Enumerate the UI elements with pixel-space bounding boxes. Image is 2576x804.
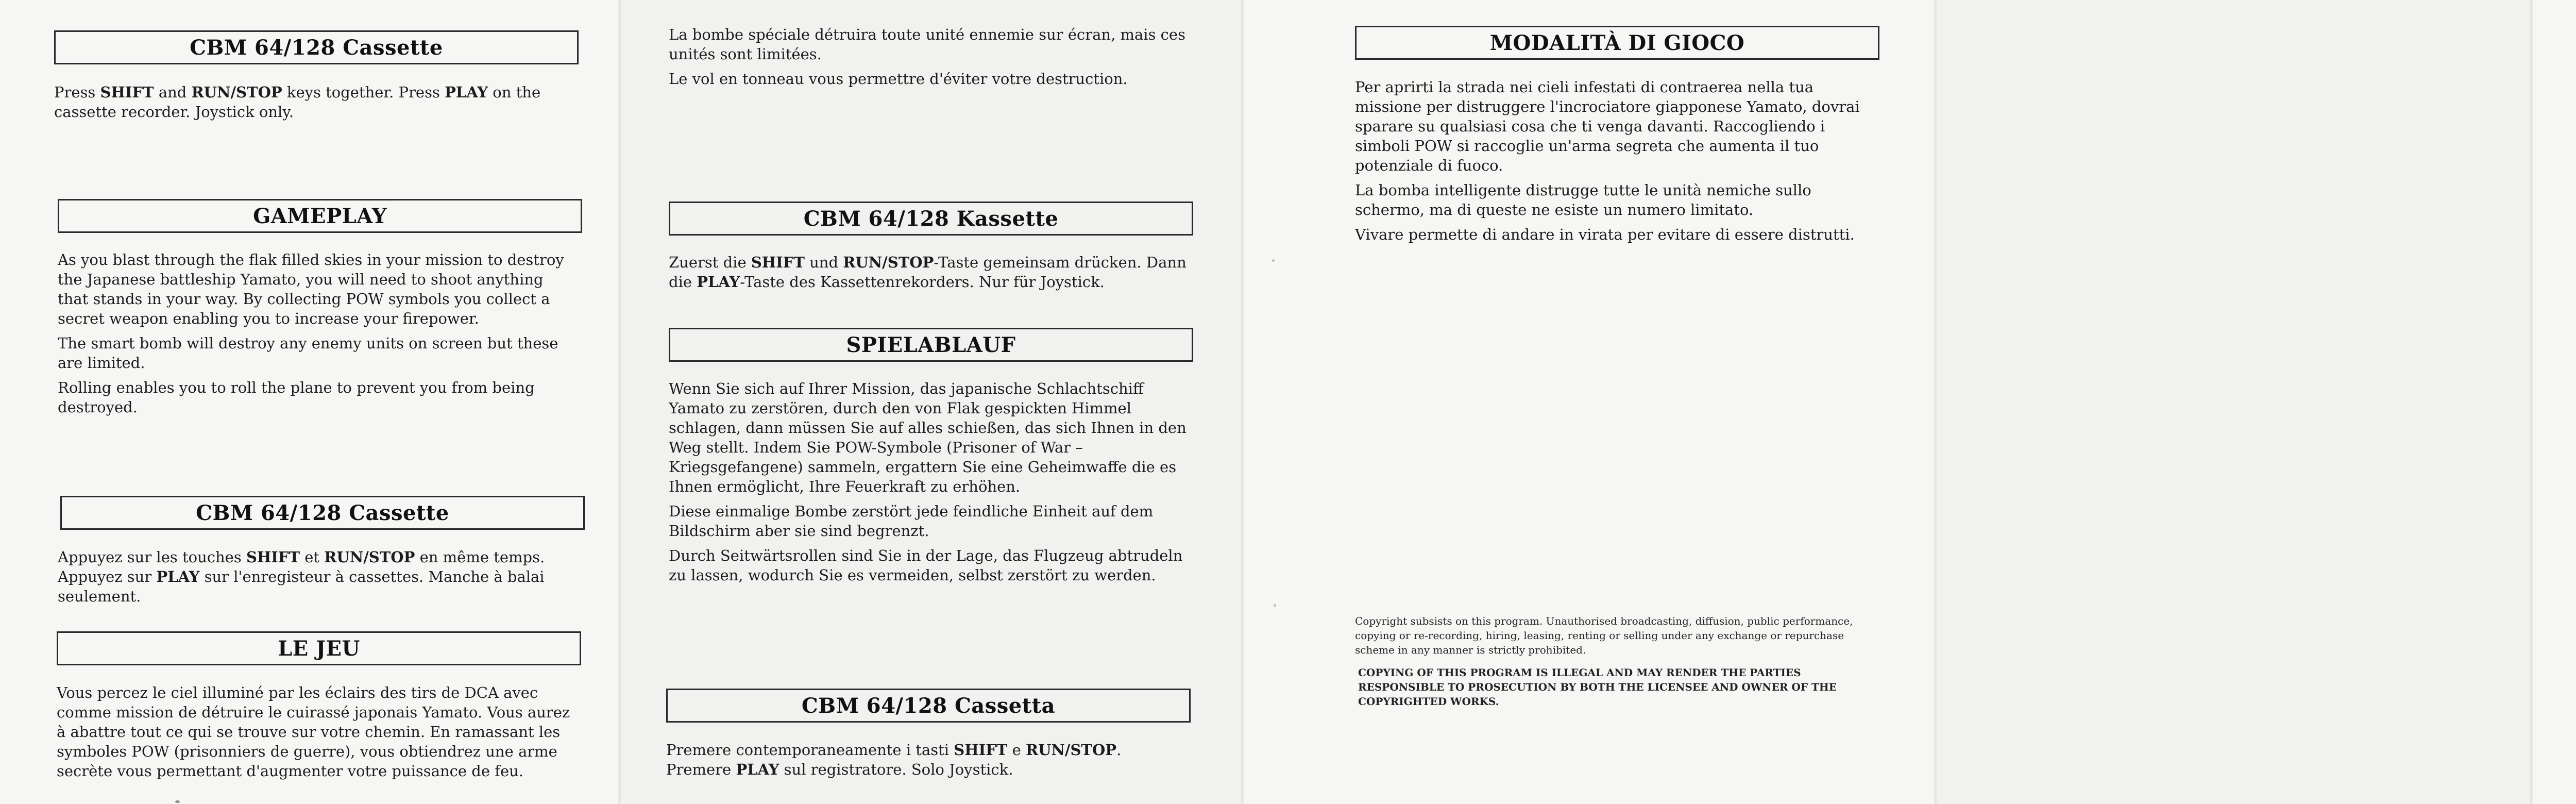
loading-instructions-italian: Premere contemporaneamente i tasti SHIFT e RUN/STOP. Premere PLAY sul registratore. Solo Joystick. xyxy=(666,741,1122,778)
loading-instructions-german: Zuerst die SHIFT und RUN/STOP-Taste gemeinsam drücken. Dann die PLAY-Taste des Kassettenrekorders. Nur für Joystick. xyxy=(669,254,1187,291)
panel-blank-2 xyxy=(2533,0,2576,804)
heading-cassette-french: CBM 64/128 Cassette xyxy=(60,496,585,530)
gameplay-text-english: As you blast through the flak filled skies in your mission to destroy the Japanese battleship Yamato, you will need to shoot anything that stands in your way. By collecting POW symbols you collect a secret weapon enabling you to increase your firepower. The smart bomb will destroy any enemy units on screen but these are limited. Rolling enables you to roll the plane to prevent you from being destroyed. xyxy=(58,251,564,416)
gameplay-text-french-continued: La bombe spéciale détruira toute unité ennemie sur écran, mais ces unités sont limitées. Le vol en tonneau vous permettre d'éviter votre destruction. xyxy=(669,26,1185,88)
gameplay-text-italian: Per aprirti la strada nei cieli infestati di contraerea nella tua missione per distruggere l'incrociatore giapponese Yamato, dovrai sparare su qualsiasi cosa che ti venga davanti. Raccogliendo i simboli POW si raccoglie un'arma segreta che aumenta il tuo potenziale di fuoco. La bomba intelligente distrugge tutte le unità nemiche sullo schermo, ma di queste ne esiste un numero limitato. Vivare permette di andare in virata per evitare di essere distrutti. xyxy=(1355,78,1860,243)
fold-line xyxy=(618,0,621,804)
copyright-warning: COPYING OF THIS PROGRAM IS ILLEGAL AND MAY RENDER THE PARTIES RESPONSIBLE TO PROSECUTION BY BOTH THE LICENSEE AND OWNER OF THE COPYRIGHTED WORKS. xyxy=(1358,666,1837,708)
fold-line xyxy=(1934,0,1937,804)
heading-kassette-german: CBM 64/128 Kassette xyxy=(669,202,1193,236)
heading-spielablauf: SPIELABLAUF xyxy=(669,328,1193,362)
print-speck xyxy=(175,800,180,803)
heading-cassetta-italian: CBM 64/128 Cassetta xyxy=(666,689,1191,723)
print-speck xyxy=(1274,604,1276,607)
heading-le-jeu: LE JEU xyxy=(57,631,581,665)
fold-line xyxy=(1241,0,1244,804)
loading-instructions-english: Press SHIFT and RUN/STOP keys together. Press PLAY on the cassette recorder. Joystick only. xyxy=(54,83,541,121)
heading-cassette-english: CBM 64/128 Cassette xyxy=(54,30,579,64)
panel-blank-1 xyxy=(1937,0,2530,804)
loading-instructions-french: Appuyez sur les touches SHIFT et RUN/STOP en même temps. Appuyez sur PLAY sur l'enregisteur à cassettes. Manche à balai seulement. xyxy=(58,548,545,605)
gameplay-text-german: Wenn Sie sich auf Ihrer Mission, das japanische Schlachtschiff Yamato zu zerstören, durch den von Flak gespickten Himmel schlagen, dann müssen Sie auf alles schießen, das sich Ihnen in den Weg stellt. Indem Sie POW-Symbole (Prisoner of War – Kriegsgefangene) sammeln, ergattern Sie eine Geheimwaffe die es Ihnen ermöglicht, Ihre Feuerkraft zu erhöhen. Diese einmalige Bombe zerstört jede feindliche Einheit auf dem Bildschirm aber sie sind begrenzt. Durch Seitwärtsrollen sind Sie in der Lage, das Flugzeug abtrudeln zu lassen, wodurch Sie es vermeiden, selbst zerstört zu werden. xyxy=(669,380,1187,584)
print-speck xyxy=(1272,259,1275,262)
fold-line xyxy=(2530,0,2533,804)
copyright-notice: Copyright subsists on this program. Unauthorised broadcasting, diffusion, public performance, copying or re-recording, hiring, leasing, renting or selling under any exchange or repurchase scheme in any manner is strictly prohibited. COPYING OF THIS PROGRAM IS ILLEGAL AND MAY RENDER THE PARTIES RESPONSIBLE TO PROSECUTION BY BOTH THE LICENSEE AND OWNER OF THE COPYRIGHTED WORKS. xyxy=(1355,614,1876,717)
heading-modalita-di-gioco: MODALITÀ DI GIOCO xyxy=(1355,26,1879,60)
heading-gameplay: GAMEPLAY xyxy=(58,199,582,233)
gameplay-text-french: Vous percez le ciel illuminé par les éclairs des tirs de DCA avec comme mission de détruire le cuirassé japonais Yamato. Vous aurez à abattre tout ce qui se trouve sur votre chemin. En ramassant les symboles POW (prisonniers de guerre), vous obtiendrez une arme secrète vous permettant d'augmenter votre puissance de feu. xyxy=(57,684,570,780)
